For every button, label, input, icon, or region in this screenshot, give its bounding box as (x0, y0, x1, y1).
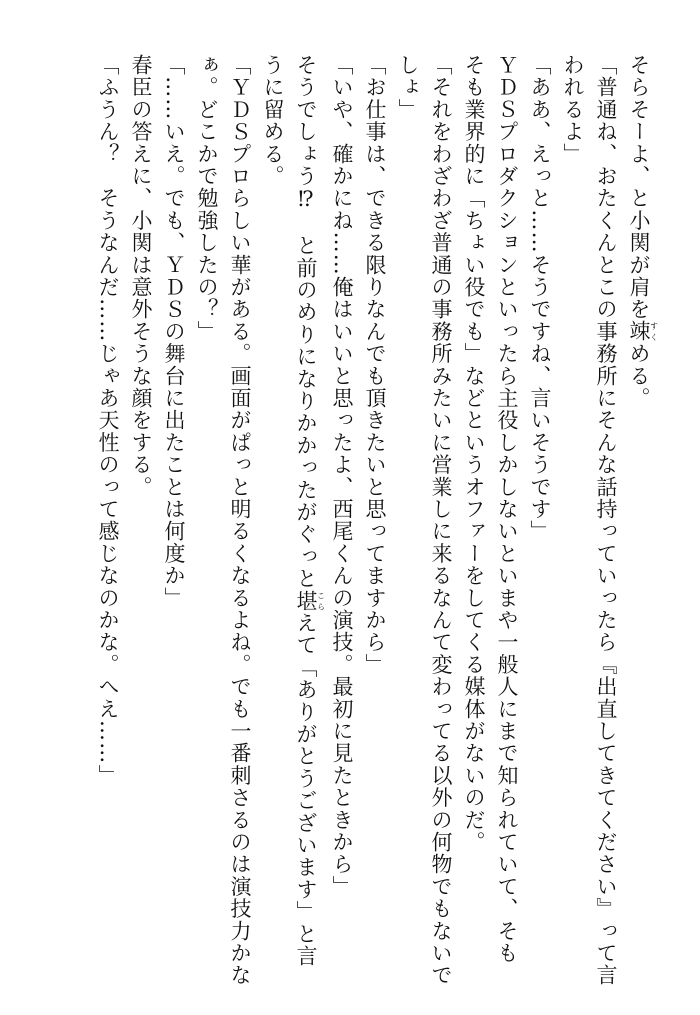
vertical-text-body (28, 54, 659, 987)
text-line-8: しょ」 (396, 54, 420, 121)
ruby-suku: 竦すく (627, 320, 659, 343)
text-line-6: そも業界的に「ちょい役でも」などというオファーをしてくる媒体がないのだ。 (462, 54, 486, 854)
text-line-17: 「ふうん？ そうなんだ……じゃあ天性のって感じなのかな。へえ……」 (96, 54, 120, 787)
text-line-7: 「それをわざわざ普通の事務所みたいに営業しに来るなんて変わってる以外の何物でもないで (429, 54, 453, 987)
text-line-2: 「普通ね、おたくんとこの事務所にそんな話持っていったら『出直してきてください』って言 (594, 54, 618, 987)
text-line-4: 「ああ、えっと……そうですね、言いそうです」 (528, 54, 552, 543)
text-line-5: ＹＤＳプロダクションといったら主役しかしないといまや一般人にまで知られていて、そも (495, 54, 519, 965)
text-line-9: 「お仕事は、できる限りなんでも頂きたいと思ってますから」 (363, 54, 387, 676)
text-line-15: 「……いえ。でも、ＹＤＳの舞台に出たことは何度か」 (162, 54, 186, 609)
text-line-1: そらそーよ、と小関が肩を竦すくめる。 (627, 54, 659, 410)
text-line-11: そうでしょう⁉ と前のめりになりかかったがぐっと堪こらえて「ありがとうございます」と言 (294, 54, 326, 968)
text-line-14: ぁ。どこかで勉強したの？」 (195, 54, 219, 343)
text-line-12: うに留める。 (261, 54, 285, 188)
text-line-10: 「いや、確かにね……俺はいいと思ったよ、西尾くんの演技。最初に見たときから」 (330, 54, 354, 898)
ruby-kora: 堪こら (294, 589, 326, 613)
text-line-16: 春臣の答えに、小関は意外そうな顔をする。 (129, 54, 153, 498)
text-line-13: 「ＹＤＳプロらしい華がある。画面がぱっと明るくなるよね。でも一番刺さるのは演技力かな (228, 54, 252, 987)
text-line-3: われるよ」 (561, 54, 585, 165)
